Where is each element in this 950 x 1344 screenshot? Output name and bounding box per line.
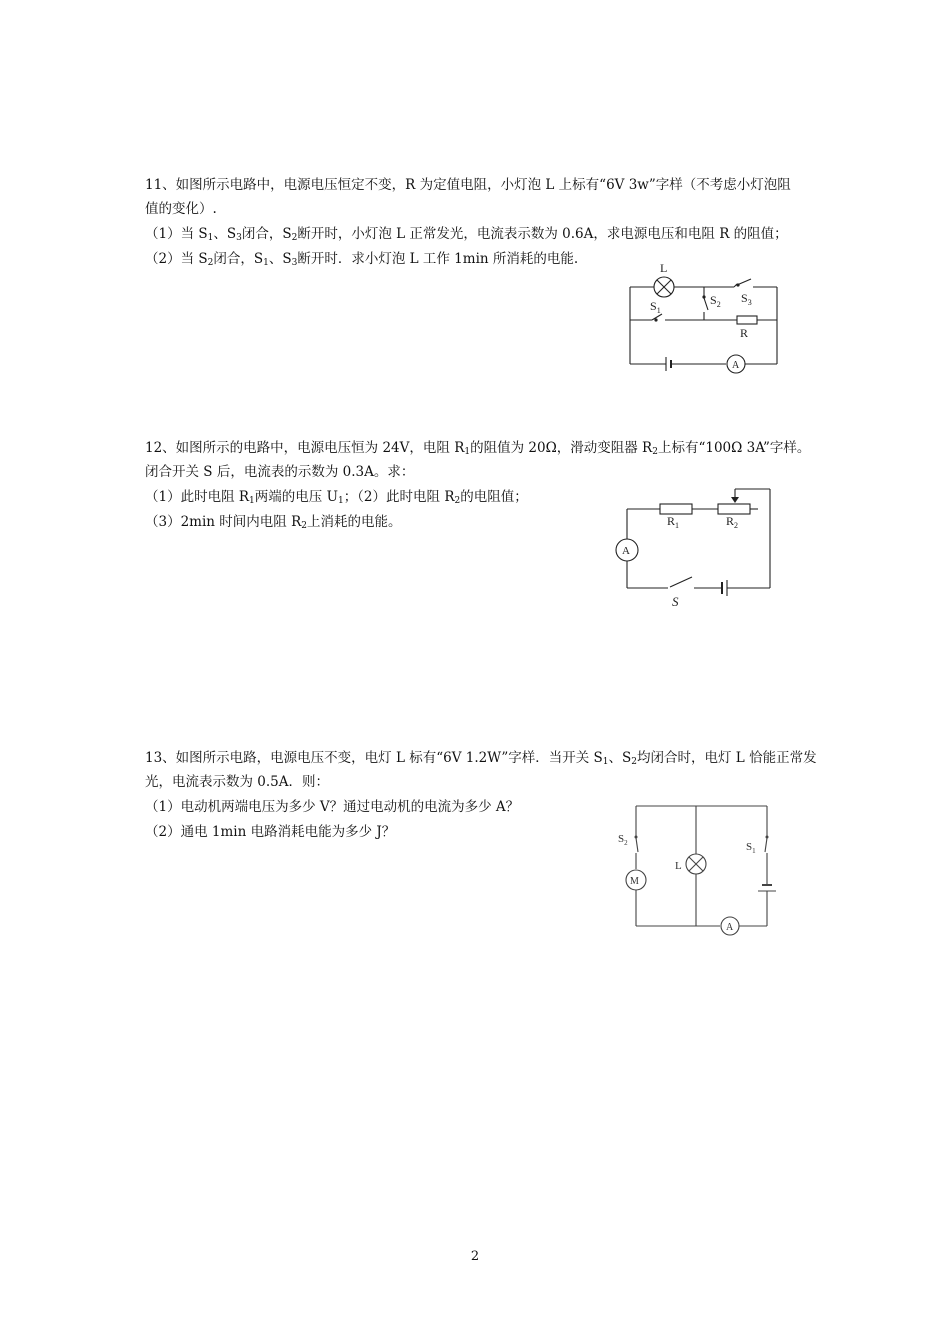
- q11-circuit-diagram: [620, 258, 790, 378]
- svg-text:S1: $S_1$: [650, 299, 661, 315]
- q11-fig-label-L: L: [660, 261, 668, 275]
- q12-circuit-diagram: [608, 482, 780, 612]
- svg-text:R2: $R_2$: [726, 514, 739, 530]
- q12-line-1: 12、如图所示的电路中，电源电压恒为 24V，电阻 $R_1$的阻值为 20Ω，滑动变阻器 $R_2$上标有“100Ω 3A”字样。: [145, 440, 811, 457]
- q13-line-1: 13、如图所示电路，电源电压不变，电灯 L 标有“6V 1.2W”字样．当开关 $S_1$、$S_2$均闭合时，电灯 L 恰能正常发: [145, 750, 817, 767]
- q13-line-3: （1）电动机两端电压为多少 V？通过电动机的电流为多少 A？: [145, 799, 520, 815]
- svg-text:S3: $S_3$: [741, 291, 752, 307]
- q13-fig-motor-label: M: [630, 876, 639, 887]
- q11-fig-label-R: R: [740, 326, 749, 340]
- q11-line-3: （1）当 $S_1$、$S_3$闭合，$S_2$断开时，小灯泡 L 正常发光，电流表示数为 0.6A，求电源电压和电阻 R 的阻值；: [145, 226, 788, 243]
- q12-fig-label-S: S: [672, 594, 679, 609]
- q13-line-2: 光，电流表示数为 0.5A．则：: [145, 774, 330, 790]
- svg-text:S1: $S_1$: [746, 841, 756, 855]
- q12-line-4: （3）2min 时间内电阻 $R_2$上消耗的电能。: [145, 514, 402, 531]
- page-number: 2: [470, 1249, 480, 1264]
- q13-fig-ammeter-label: A: [726, 922, 734, 933]
- q12-line-2: 闭合开关 S 后，电流表的示数为 0.3A。求：: [145, 464, 415, 480]
- q11-line-2: 值的变化）.: [145, 201, 217, 217]
- svg-text:S2: $S_2$: [618, 833, 628, 847]
- q11-fig-ammeter-label: A: [732, 360, 740, 371]
- svg-text:S2: $S_2$: [710, 293, 721, 309]
- svg-text:R1: $R_1$: [667, 514, 680, 530]
- q11-line-4: （2）当 $S_2$闭合，$S_1$、$S_3$断开时．求小灯泡 L 工作 1min 所消耗的电能.: [145, 251, 579, 268]
- q13-circuit-diagram: [612, 800, 782, 942]
- q12-fig-ammeter-label: A: [622, 545, 630, 557]
- q13-line-4: （2）通电 1min 电路消耗电能为多少 J？: [145, 824, 396, 840]
- q13-fig-label-L: L: [675, 860, 682, 872]
- q12-line-3: （1）此时电阻 $R_1$两端的电压 $U_1$；（2）此时电阻 $R_2$的电阻值；: [145, 489, 528, 506]
- q11-line-1: 11、如图所示电路中，电源电压恒定不变，R 为定值电阻，小灯泡 L 上标有“6V 3w”字样（不考虑小灯泡阻: [145, 177, 791, 193]
